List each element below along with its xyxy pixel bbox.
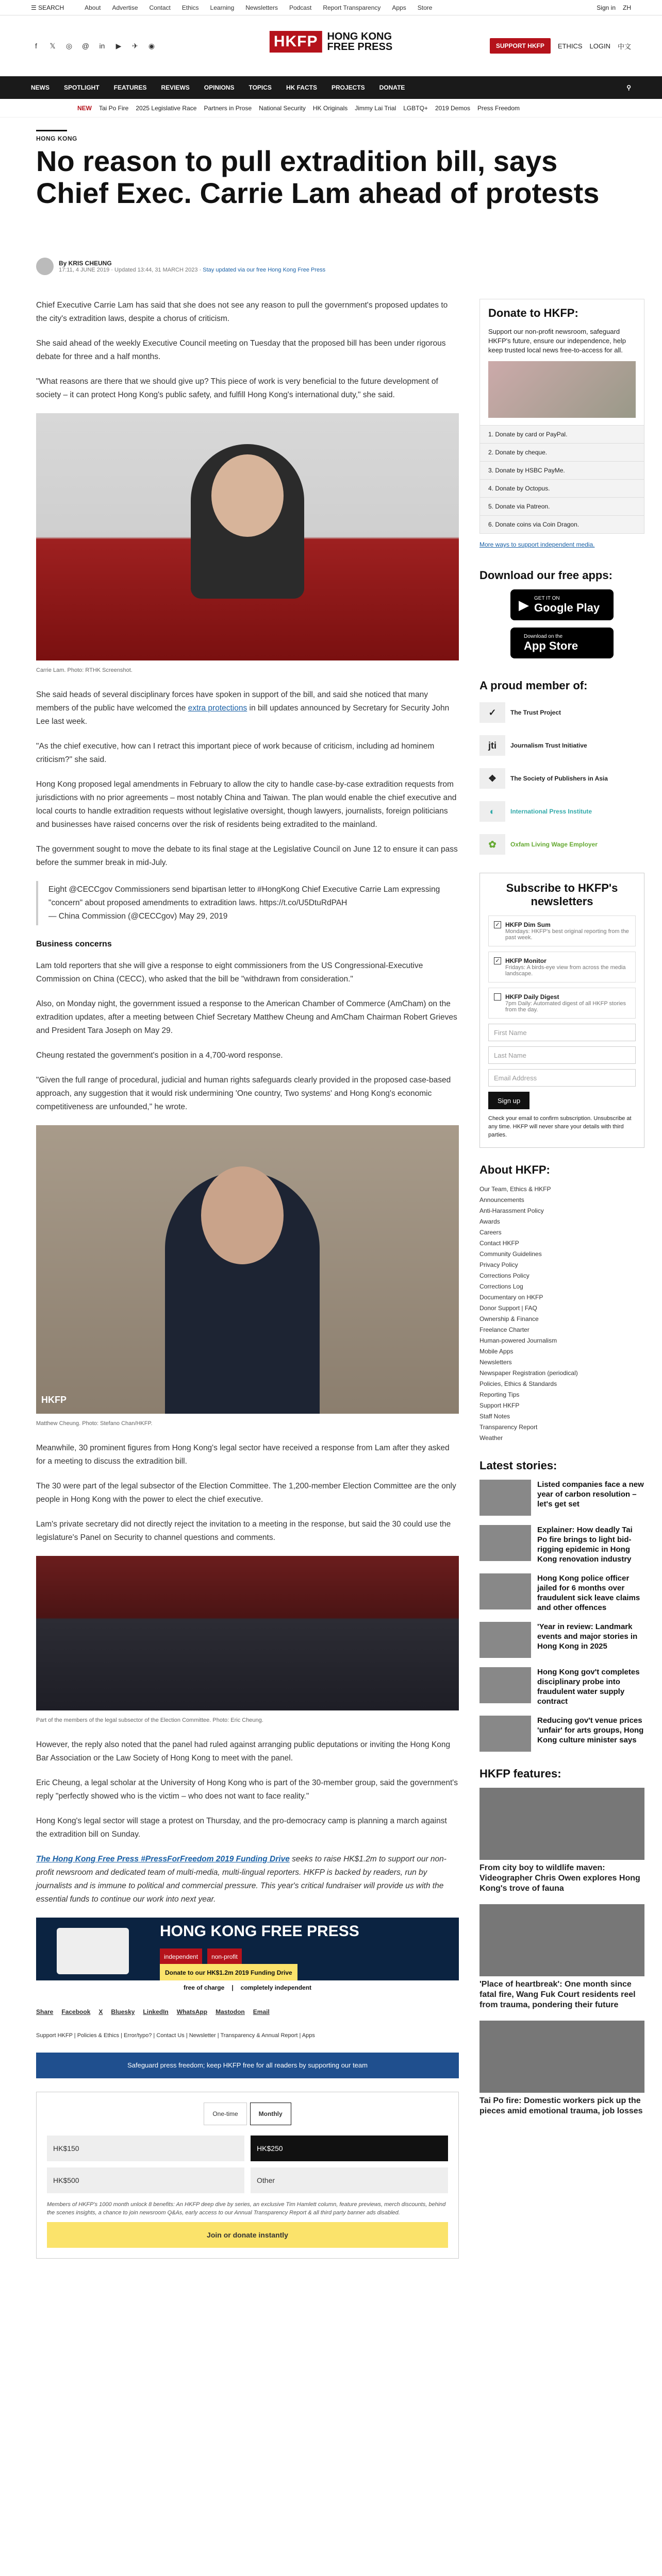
tweet-text: Eight @CECCgov Commissioners send bipartisan letter to #HongKong Chief Executive Carrie Lam expressing "concern" about proposed amendments to extradition laws. https://t.co/U5DtuRdPAH [48,885,440,907]
banner-tag: free of charge [183,1984,225,1991]
utility-link[interactable]: Store [417,4,433,11]
photo-figure [211,454,284,537]
donate-option[interactable]: 6. Donate coins via Coin Dragon. [480,515,644,533]
utility-link[interactable]: About [85,4,101,11]
ticker-item[interactable]: Press Freedom [477,104,520,112]
utility-link[interactable]: Learning [210,4,235,11]
paragraph: Hong Kong proposed legal amendments in February to allow the city to handle case-by-case extradition requests from jurisdictions with no prior agreements – most notably China and Taiwan. The plan would enable the chief executive and local courts to handle extradition requests without legislative oversight, though lawyers, journalists, foreign politicians and businesses have raised concerns over the risk of residents being extradited to the mainland. [36,780,457,829]
about-link[interactable]: Weather [479,1434,503,1442]
author-name[interactable]: By KRIS CHEUNG [59,260,112,267]
widget-title: Latest stories: [479,1459,557,1472]
story-thumbnail [479,1622,531,1658]
about-link[interactable]: Staff Notes [479,1413,510,1420]
google-play-button[interactable]: ▶ GET IT ON Google Play [510,589,614,620]
social-links [31,41,157,51]
checkbox[interactable]: ✓ [494,957,501,964]
paragraph: Lam's private secretary did not directly reject the invitation to a meeting in the response, but said the 30 could use the legislature's Panel on Security to channel questions and comments. [36,1520,451,1542]
banner-illustration [57,1928,129,1974]
utility-links [85,4,432,11]
newsletter-note: Check your email to confirm subscription. Unsubscribe at any time. HKFP will never share your details with third parties. [488,1115,632,1138]
member-logo[interactable]: jti Journalism Trust Initiative [479,733,644,758]
member-logo[interactable]: ✓ The Trust Project [479,700,644,725]
email-field[interactable]: Email Address [488,1069,636,1087]
section-tag[interactable]: HONG KONG [36,135,77,142]
about-link[interactable]: Freelance Charter [479,1326,529,1333]
latest-story[interactable]: 'Year in review: Landmark events and major stories in Hong Kong in 2025 [479,1622,644,1658]
site-logo[interactable] [270,31,392,53]
ticker-item[interactable]: Tai Po Fire [99,104,129,112]
youtube-icon[interactable]: ▶ [115,41,122,50]
widget-title: Download our free apps: [479,569,613,582]
donate-option[interactable]: 1. Donate by card or PayPal. [480,425,644,443]
sopa-icon: ❖ [479,768,505,789]
logo-text: HONG KONG FREE PRESS [327,31,393,53]
member-logo[interactable]: ◐ International Press Institute [479,799,644,824]
about-link[interactable]: Corrections Policy [479,1272,529,1279]
about-link[interactable]: Awards [479,1218,500,1225]
widget-title: About HKFP: [479,1163,550,1176]
amount-option[interactable]: HK$250 [251,2136,448,2161]
updated-date: Updated 13:44, 31 MARCH 2023 [114,267,198,273]
widget-title: A proud member of: [479,679,588,692]
article-photo [36,1556,459,1710]
utility-link[interactable]: Ethics [181,4,199,11]
share-link[interactable]: WhatsApp [176,2008,208,2015]
about-list [479,1184,644,1444]
about-link[interactable]: Human-powered Journalism [479,1337,557,1344]
article-photo [36,1125,459,1414]
masthead [0,15,662,76]
article-title: No reason to pull extradition bill, says Chief Exec. Carrie Lam ahead of protests [36,145,600,209]
share-bar [36,2005,459,2019]
paragraph: Hong Kong's legal sector will stage a protest on Thursday, and the pro-democracy camp is planning a march against the extradition bill on Sunday. [36,1817,447,1839]
feature-image [479,1904,644,1976]
ethics-link[interactable]: ETHICS [557,42,583,50]
utility-link[interactable]: Advertise [112,4,138,11]
ticker-item[interactable]: LGBTQ+ [403,104,428,112]
photo-caption: Carrie Lam. Photo: RTHK Screenshot. [36,667,133,673]
ticker-item[interactable]: National Security [259,104,306,112]
support-button[interactable]: SUPPORT HKFP [490,38,551,54]
about-link[interactable]: Newsletters [479,1359,512,1366]
about-link[interactable]: Ownership & Finance [479,1315,539,1323]
share-link[interactable]: Bluesky [111,2008,135,2015]
signup-button[interactable]: Sign up [488,1092,529,1109]
widget-title: Subscribe to HKFP's newsletters [506,882,618,908]
paragraph: The government sought to move the debate to its final stage at the Legislative Council on June 12 to ensure it can pass before the summer break in mid-July. [36,845,458,867]
photo-figure [201,1166,284,1264]
about-link[interactable]: Transparency Report [479,1423,538,1431]
tab-one-time[interactable]: One-time [204,2103,246,2125]
latest-story[interactable]: Hong Kong police officer jailed for 6 months over fraudulent sick leave claims and other offences [479,1573,644,1613]
share-link[interactable]: Share [36,2008,54,2015]
article-body [36,299,459,2259]
donate-option[interactable]: 5. Donate via Patreon. [480,497,644,515]
paragraph: Lam told reporters that she will give a response to eight commissioners from the US Congressional-Executive Commission on China (CECC), who asked that the bill be "withdrawn from consideration." [36,961,423,984]
amount-option[interactable]: HK$150 [47,2136,244,2161]
banner-tag: completely independent [240,1984,312,1991]
x-icon[interactable]: 𝕏 [49,41,56,50]
story-thumbnail [479,1480,531,1516]
ticker-item[interactable]: Jimmy Lai Trial [355,104,396,112]
zh-link[interactable]: 中文 [617,42,631,50]
signin-link[interactable]: Sign in [597,4,616,11]
about-link[interactable]: Privacy Policy [479,1261,518,1268]
member-logo[interactable]: ✿ Oxfam Living Wage Employer [479,832,644,857]
logo-box: HKFP [270,31,322,53]
app-store-button[interactable]: Download on the App Store [510,628,614,658]
paragraph: The 30 were part of the legal subsector of the Election Committee. The 1,200-member Election Committee are the only people in Hong Kong with the power to elect the chief executive. [36,1482,456,1504]
oxfam-icon: ✿ [479,834,505,855]
about-link[interactable]: Donor Support | FAQ [479,1304,537,1312]
search-link[interactable]: ☰ SEARCH [31,4,64,11]
linkedin-icon[interactable]: in [99,42,105,50]
donate-option[interactable]: 4. Donate by Octopus. [480,479,644,497]
latest-story[interactable]: Reducing gov't venue prices 'unfair' for arts groups, Hong Kong culture minister says [479,1716,644,1752]
feature-story[interactable]: From city boy to wildlife maven: Videographer Chris Owen explores Hong Kong's trove of fauna [479,1788,644,1894]
about-link[interactable]: Our Team, Ethics & HKFP [479,1185,551,1193]
about-link[interactable]: Community Guidelines [479,1250,542,1258]
ticker-item[interactable]: Partners in Prose [204,104,252,112]
section-rule [36,130,67,131]
about-link[interactable]: Policies, Ethics & Standards [479,1380,557,1387]
nav-item[interactable]: OPINIONS [204,84,235,91]
nav-item[interactable]: SPOTLIGHT [64,84,100,91]
paragraph: "What reasons are there that we should give up? This piece of work is very beneficial to the future development of society – it can protect Hong Kong's public safety, and fulfill Hong Kong's international duty," she said. [36,377,438,399]
paragraph: Chief Executive Carrie Lam has said that she does not see any reason to pull the government's proposed updates to the city's extradition laws, despite a chorus of criticism. [36,301,448,323]
about-link[interactable]: Careers [479,1229,502,1236]
paragraph: Cheung restated the government's position in a 4,700-word response. [36,1051,283,1060]
paragraph: "Given the full range of procedural, judicial and human rights safeguards clearly provided in the proposed case-based approach, any suggestion that it would risk undermining 'One country, Two systems' and Hong Kong's economic competitiveness are unfounded," he wrote. [36,1076,451,1111]
checkbox[interactable]: ✓ [494,921,501,928]
feature-image [479,1788,644,1860]
share-link[interactable]: Mastodon [216,2008,245,2015]
about-link[interactable]: Corrections Log [479,1283,523,1290]
pledge-bar[interactable]: Safeguard press freedom; keep HKFP free for all readers by supporting our team [36,2053,459,2078]
about-link[interactable]: Anti-Harassment Policy [479,1207,544,1214]
main-nav [0,76,662,99]
photo-caption: Part of the members of the legal subsector of the Election Committee. Photo: Eric Cheung. [36,1717,263,1723]
banner-cta: Donate to our HK$1.2m 2019 Funding Drive [160,1964,297,1981]
newsletter-option[interactable]: ✓ HKFP Monitor Fridays: A birds-eye view from across the media landscape. [488,952,636,982]
telegram-icon[interactable]: ✈ [132,41,138,50]
utility-link[interactable]: Contact [149,4,171,11]
share-link[interactable]: Email [253,2008,270,2015]
share-link[interactable]: X [98,2008,103,2015]
utility-link[interactable]: Newsletters [245,4,278,11]
utility-link[interactable]: Apps [392,4,406,11]
more-ways-link[interactable]: More ways to support independent media. [479,541,595,548]
about-link[interactable]: Announcements [479,1196,524,1204]
tweet-signature[interactable]: — China Commission (@CECCgov) May 29, 2019 [48,912,228,921]
funding-drive-note: The Hong Kong Free Press #PressForFreedom 2019 Funding Drive seeks to raise HK$1.2m to support our non-profit newsroom and dedicated team of multi-media, multi-lingual reporters. HKFP is backed by readers, run by journalists and is immune to political and commercial pressure. This year's critical fundraiser will provide us with the essential funds to continue our work into next year. [36,1855,446,1904]
widget-title: HKFP features: [479,1767,561,1780]
utility-link[interactable]: Podcast [289,4,312,11]
feature-story[interactable]: 'Place of heartbreak': One month since fatal fire, Wang Fuk Court residents reel from trauma, pondering their future [479,1904,644,2010]
watermark: HKFP [41,1395,67,1405]
share-link[interactable]: Facebook [61,2008,91,2015]
amount-option[interactable]: Other [251,2167,448,2193]
newsletter-option[interactable]: HKFP Daily Digest 7pm Daily: Automated digest of all HKFP stories from the day. [488,988,636,1019]
funding-drive-link[interactable]: The Hong Kong Free Press #PressForFreedom 2019 Funding Drive [36,1855,290,1863]
about-link[interactable]: Documentary on HKFP [479,1294,543,1301]
checkbox[interactable] [494,993,501,1001]
last-name-field[interactable]: Last Name [488,1046,636,1064]
top-utility-bar [0,0,662,15]
latest-story[interactable]: Explainer: How deadly Tai Po fire brings to light bid-rigging epidemic in Hong Kong renovation industry [479,1525,644,1564]
donation-form [36,2092,459,2259]
donate-banner[interactable]: HONG KONG FREE PRESS independent non-profit Donate to our HK$1.2m 2019 Funding Drive free of charge | completely independent [36,1918,459,1995]
publish-date: 17:11, 4 JUNE 2019 [59,267,110,273]
newsletter-widget [479,873,644,1148]
ticker-item[interactable]: 2025 Legislative Race [136,104,197,112]
ipi-icon: ◐ [479,801,505,822]
donate-image [488,361,636,418]
article-footer-links[interactable]: Support HKFP | Policies & Ethics | Error/typo? | Contact Us | Newsletter | Transparency & Annual Report | Apps [36,2032,315,2039]
about-link[interactable]: Contact HKFP [479,1240,519,1247]
first-name-field[interactable]: First Name [488,1024,636,1041]
ticker-item[interactable]: HK Originals [312,104,348,112]
facebook-icon[interactable]: f [35,42,37,50]
paragraph: Also, on Monday night, the government issued a response to the American Chamber of Commerce (AmCham) on the extradition updates, after a meeting between Chief Secretary Matthew Cheung and AmCham Chairman Robert Grieves and President Tara Joseph on May 29. [36,999,457,1035]
article-photo [36,413,459,660]
lang-link[interactable]: ZH [623,4,631,11]
feature-story[interactable]: Tai Po fire: Domestic workers pick up the pieces amid emotional trauma, job losses [479,2021,644,2116]
banner-tag: non-profit [207,1948,242,1965]
follow-link[interactable]: Stay updated via our free Hong Kong Free Press [203,267,326,273]
nav-item[interactable]: REVIEWS [161,84,190,91]
banner-tag: independent [160,1948,202,1965]
feature-image [479,2021,644,2093]
donate-option[interactable]: 3. Donate by HSBC PayMe. [480,461,644,479]
donate-widget [479,299,644,534]
jti-icon: jti [479,735,505,756]
nav-item[interactable]: NEWS [31,84,49,91]
widget-title: Donate to HKFP: [488,307,578,319]
nav-item[interactable]: PROJECTS [331,84,365,91]
member-logo[interactable]: ❖ The Society of Publishers in Asia [479,766,644,791]
paragraph: She said ahead of the weekly Executive Council meeting on Tuesday that the proposed bill has been under rigorous debate for three and a half months. [36,339,446,361]
donate-option[interactable]: 2. Donate by cheque. [480,443,644,461]
donate-text: Support our non-profit newsroom, safeguard HKFP's future, ensure our independence, help keep trusted local news free-to-access for all. [488,328,626,354]
paragraph: "As the chief executive, how can I retract this important piece of work because of criticism, including ad hominem criticism?" she said. [36,742,435,764]
utility-link[interactable]: Report Transparency [323,4,381,11]
nav-item[interactable]: TOPICS [249,84,272,91]
nav-item[interactable]: DONATE [379,84,405,91]
story-thumbnail [479,1667,531,1703]
photo-caption: Matthew Cheung. Photo: Stefano Chan/HKFP. [36,1420,153,1427]
latest-story[interactable]: Hong Kong gov't completes disciplinary probe into fraudulent water supply contract [479,1667,644,1706]
byline: By KRIS CHEUNG 17:11, 4 JUNE 2019 · Updated 13:44, 31 MARCH 2023 · Stay updated via our free Hong Kong Free Press [36,258,325,275]
topic-ticker [0,99,662,117]
nav-item[interactable]: FEATURES [113,84,147,91]
about-link[interactable]: Support HKFP [479,1402,520,1409]
newsletter-option[interactable]: ✓ HKFP Dim Sum Mondays: HKFP's best original reporting from the past week. [488,916,636,946]
story-thumbnail [479,1525,531,1561]
paragraph: Eric Cheung, a legal scholar at the University of Hong Kong who is part of the 30-member group, said the government's reply "perfectly showed who is the victim – who does not want to face reality." [36,1778,458,1801]
latest-story[interactable]: Listed companies face a new year of carbon resolution – let's get set [479,1480,644,1516]
share-link[interactable]: LinkedIn [143,2008,169,2015]
tab-monthly[interactable]: Monthly [250,2103,291,2125]
about-link[interactable]: Newspaper Registration (periodical) [479,1369,578,1377]
login-link[interactable]: LOGIN [589,42,610,50]
instagram-icon[interactable]: ◎ [65,41,73,50]
nav-item[interactable]: HK FACTS [286,84,317,91]
sidebar [479,299,644,2127]
banner-title: HONG KONG FREE PRESS [160,1923,359,1940]
amount-option[interactable]: HK$500 [47,2167,244,2193]
google-play-icon: ▶ [519,597,529,613]
inline-link[interactable]: extra protections [188,704,247,713]
about-link[interactable]: Mobile Apps [479,1348,514,1355]
paragraph: Meanwhile, 30 prominent figures from Hong Kong's legal sector have received a response from Lam after they asked for a meeting to discuss the extradition bill. [36,1444,450,1466]
embedded-tweet [36,881,459,925]
paragraph: However, the reply also noted that the panel had ruled against arranging public deputations or inviting the Hong Kong Bar Association or the Law Society of Hong Kong to meet with the panel. [36,1740,451,1762]
story-thumbnail [479,1716,531,1752]
ticker-item[interactable]: 2019 Demos [435,104,470,112]
join-button[interactable]: Join or donate instantly [47,2222,448,2248]
search-icon[interactable]: ⚲ [626,84,631,91]
trust-project-icon: ✓ [479,702,505,723]
rss-icon[interactable]: ◉ [148,41,155,50]
ticker-label: NEW [77,104,92,112]
about-link[interactable]: Reporting Tips [479,1391,520,1398]
threads-icon[interactable]: @ [81,42,90,50]
subheading: Business concerns [36,940,112,948]
author-avatar [36,258,54,275]
paragraph: She said heads of several disciplinary forces have spoken in support of the bill, and said she noticed that many members of the public have welcomed the extra protections in bill updates announced by Secretary for Security John Lee last week. [36,690,450,726]
member-benefits-note: Members of HKFP's 1000 month unlock 8 benefits: An HKFP deep dive by series, an exclusive Tim Hamlett column, feature previews, merch discounts, behind the scenes insights, a chance to join newsroom Q&As, early access to our Annual Transparency Report & all third party banner ads disabled. [47,2201,446,2216]
story-thumbnail [479,1573,531,1609]
